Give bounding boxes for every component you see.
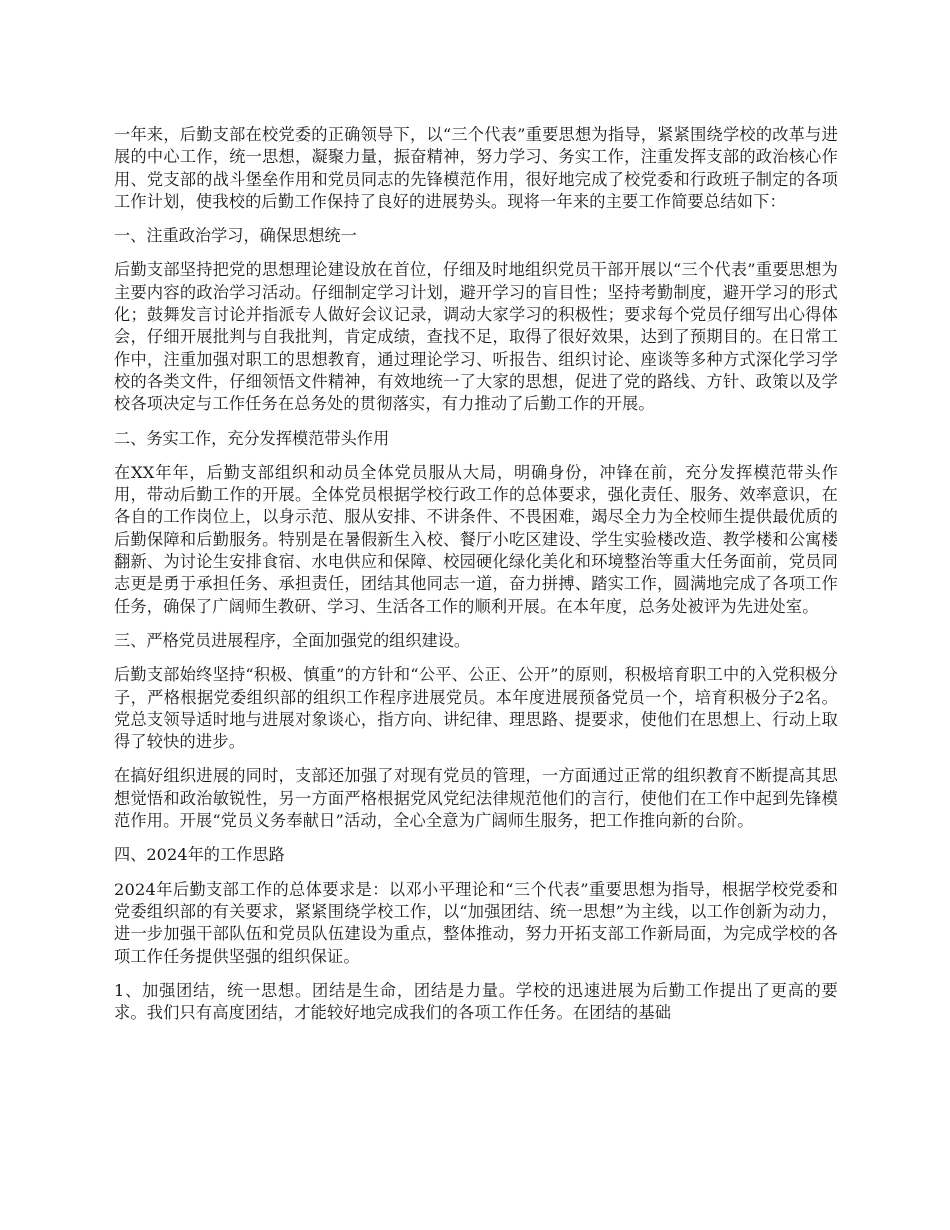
section-4-paragraph-1: 2024年后勤支部工作的总体要求是：以邓小平理论和“三个代表”重要思想为指导，根据学校党委和党委组织部的有关要求，紧紧围绕学校工作，以“加强团结、统一思想”为主线，以工作创新为动力，进一步加强干部队伍和党员队伍建设为重点，整体推动，努力开拓支部工作新局面，为完成学校的各项工作任务提供坚强的组织保证。 — [114, 879, 838, 966]
intro-paragraph: 一年来，后勤支部在校党委的正确领导下，以“三个代表”重要思想为指导，紧紧围绕学校的改革与进展的中心工作，统一思想，凝聚力量，振奋精神，努力学习、务实工作，注重发挥支部的政治核心作用、党支部的战斗堡垒作用和党员同志的先锋模范作用，很好地完成了校党委和行政班子制定的各项工作计划，使我校的后勤工作保持了良好的进展势头。现将一年来的主要工作简要总结如下： — [114, 125, 838, 211]
section-3-paragraph-1: 后勤支部始终坚持“积极、慎重”的方针和“公平、公正、公开”的原则，积极培育职工中的入党积极分子，严格根据党委组织部的组织工作程序进展党员。本年度进展预备党员一个，培育积极分子2名。党总支领导适时地与进展对象谈心，指方向、讲纪律、理思路、提要求，使他们在思想上、行动上取得了较快的进步。 — [114, 665, 838, 752]
section-1-paragraph: 后勤支部坚持把党的思想理论建设放在首位，仔细及时地组织党员干部开展以“三个代表”重要思想为主要内容的政治学习活动。仔细制定学习计划，避开学习的盲目性；坚持考勤制度，避开学习的形式化；鼓舞发言讨论并指派专人做好会议记录，调动大家学习的积极性；要求每个党员仔细写出心得体会，仔细开展批判与自我批判，肯定成绩，查找不足，取得了很好效果，达到了预期目的。在日常工作中，注重加强对职工的思想教育，通过理论学习、听报告、组织讨论、座谈等多种方式深化学习学校的各类文件，仔细领悟文件精神，有效地统一了大家的思想，促进了党的路线、方针、政策以及学校各项决定与工作任务在总务处的贯彻落实，有力推动了后勤工作的开展。 — [114, 260, 838, 414]
section-heading-2: 二、务实工作，充分发挥模范带头作用 — [114, 428, 390, 448]
document-body — [114, 124, 838, 1036]
section-3-paragraph-2: 在搞好组织进展的同时，支部还加强了对现有党员的管理，一方面通过正常的组织教育不断提高其思想觉悟和政治敏锐性，另一方面严格根据党风党纪法律规范他们的言行，使他们在工作中起到先锋模范作用。开展“党员义务奉献日”活动，全心全意为广阔师生服务，把工作推向新的台阶。 — [114, 766, 838, 831]
section-4-paragraph-2: 1、加强团结，统一思想。团结是生命，团结是力量。学校的迅速进展为后勤工作提出了更高的要求。我们只有高度团结，才能较好地完成我们的各项工作任务。在团结的基础 — [114, 980, 838, 1023]
section-heading-3: 三、严格党员进展程序，全面加强党的组织建设。 — [114, 630, 471, 650]
section-2-paragraph: 在XX年年，后勤支部组织和动员全体党员服从大局，明确身份，冲锋在前，充分发挥模范带头作用，带动后勤工作的开展。全体党员根据学校行政工作的总体要求，强化责任、服务、效率意识，在各自的工作岗位上，以身示范、服从安排、不讲条件、不畏困难，竭尽全力为全校师生提供最优质的后勤保障和后勤服务。特别是在暑假新生入校、餐厅小吃区建设、学生实验楼改造、教学楼和公寓楼翻新、为讨论生安排食宿、水电供应和保障、校园硬化绿化美化和环境整治等重大任务面前，党员同志更是勇于承担任务、承担责任，团结其他同志一道，奋力拼搏、踏实工作，圆满地完成了各项工作任务，确保了广阔师生教研、学习、生活各工作的顺利开展。在本年度，总务处被评为先进处室。 — [114, 462, 838, 616]
section-heading-4: 四、2024年的工作思路 — [114, 845, 285, 865]
section-heading-1: 一、注重政治学习，确保思想统一 — [114, 226, 357, 246]
